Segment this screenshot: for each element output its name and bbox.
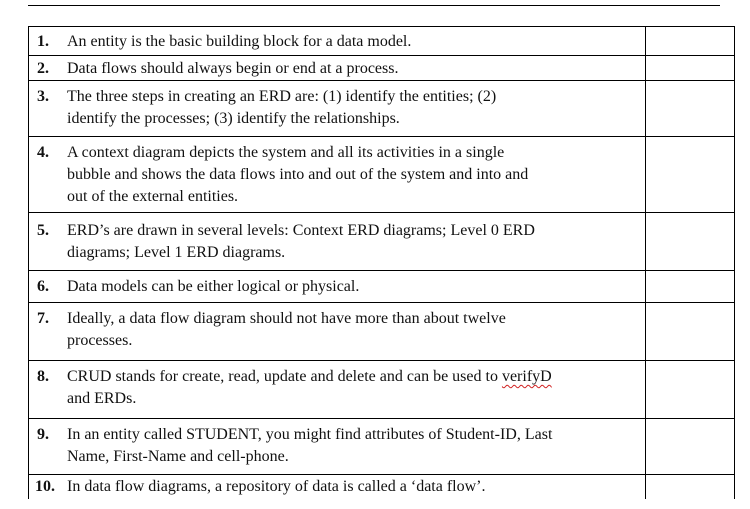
question-text: diagrams; Level 1 ERD diagrams. — [67, 244, 286, 261]
answer-cell[interactable] — [646, 303, 735, 361]
question-text-part: CRUD stands for create, read, update and delete and can be used to — [67, 368, 502, 385]
question-number: 10. — [35, 478, 55, 495]
question-text: bubble and shows the data flows into and out of the system and into and — [67, 166, 529, 183]
question-number: 9. — [37, 426, 49, 443]
question-text: Data models can be either logical or physical. — [67, 278, 360, 295]
question-text: An entity is the basic building block for a data model. — [67, 33, 412, 50]
table-row — [29, 137, 735, 213]
question-cell — [29, 419, 646, 475]
table-row — [29, 303, 735, 361]
table-row — [29, 475, 735, 499]
question-cell — [29, 271, 646, 303]
question-number: 6. — [37, 278, 49, 295]
question-cell — [29, 213, 646, 271]
question-text: Name, First-Name and cell-phone. — [67, 448, 289, 465]
question-text: processes. — [67, 332, 133, 349]
true-false-table — [28, 26, 735, 499]
question-text: In data flow diagrams, a repository of data is called a ‘data flow’. — [67, 478, 486, 495]
table-row — [29, 419, 735, 475]
table-row — [29, 271, 735, 303]
question-cell — [29, 81, 646, 137]
question-text — [67, 366, 641, 388]
question-number: 5. — [37, 222, 49, 239]
question-text: ERD’s are drawn in several levels: Context ERD diagrams; Level 0 ERD — [67, 222, 535, 239]
question-number: 8. — [37, 368, 49, 385]
question-cell — [29, 475, 646, 499]
question-cell — [29, 137, 646, 213]
question-number: 4. — [37, 144, 49, 161]
question-number: 7. — [37, 310, 49, 327]
answer-cell[interactable] — [646, 56, 735, 81]
top-rule — [28, 5, 720, 6]
question-text: The three steps in creating an ERD are: (1) identify the entities; (2) — [67, 88, 497, 105]
question-number: 3. — [37, 88, 49, 105]
answer-cell[interactable] — [646, 361, 735, 419]
question-text: identify the processes; (3) identify the relationships. — [67, 110, 400, 127]
question-cell — [29, 303, 646, 361]
question-text: In an entity called STUDENT, you might find attributes of Student-ID, Last — [67, 426, 553, 443]
table-row — [29, 213, 735, 271]
answer-cell[interactable] — [646, 81, 735, 137]
question-text: Ideally, a data flow diagram should not have more than about twelve — [67, 310, 506, 327]
table-row — [29, 27, 735, 56]
question-cell — [29, 27, 646, 56]
answer-cell[interactable] — [646, 213, 735, 271]
table-row — [29, 361, 735, 419]
answer-cell[interactable] — [646, 27, 735, 56]
question-number: 1. — [37, 33, 49, 50]
answer-cell[interactable] — [646, 137, 735, 213]
question-cell — [29, 56, 646, 81]
question-text: out of the external entities. — [67, 188, 239, 205]
question-text: Data flows should always begin or end at a process. — [67, 60, 399, 77]
question-text: A context diagram depicts the system and all its activities in a single — [67, 144, 505, 161]
table-row — [29, 81, 735, 137]
question-text: and ERDs. — [67, 390, 137, 407]
answer-cell[interactable] — [646, 271, 735, 303]
answer-cell[interactable] — [646, 475, 735, 499]
question-cell — [29, 361, 646, 419]
spelling-error-word: verifyD — [501, 368, 552, 385]
table-row — [29, 56, 735, 81]
question-number: 2. — [37, 60, 49, 77]
answer-cell[interactable] — [646, 419, 735, 475]
